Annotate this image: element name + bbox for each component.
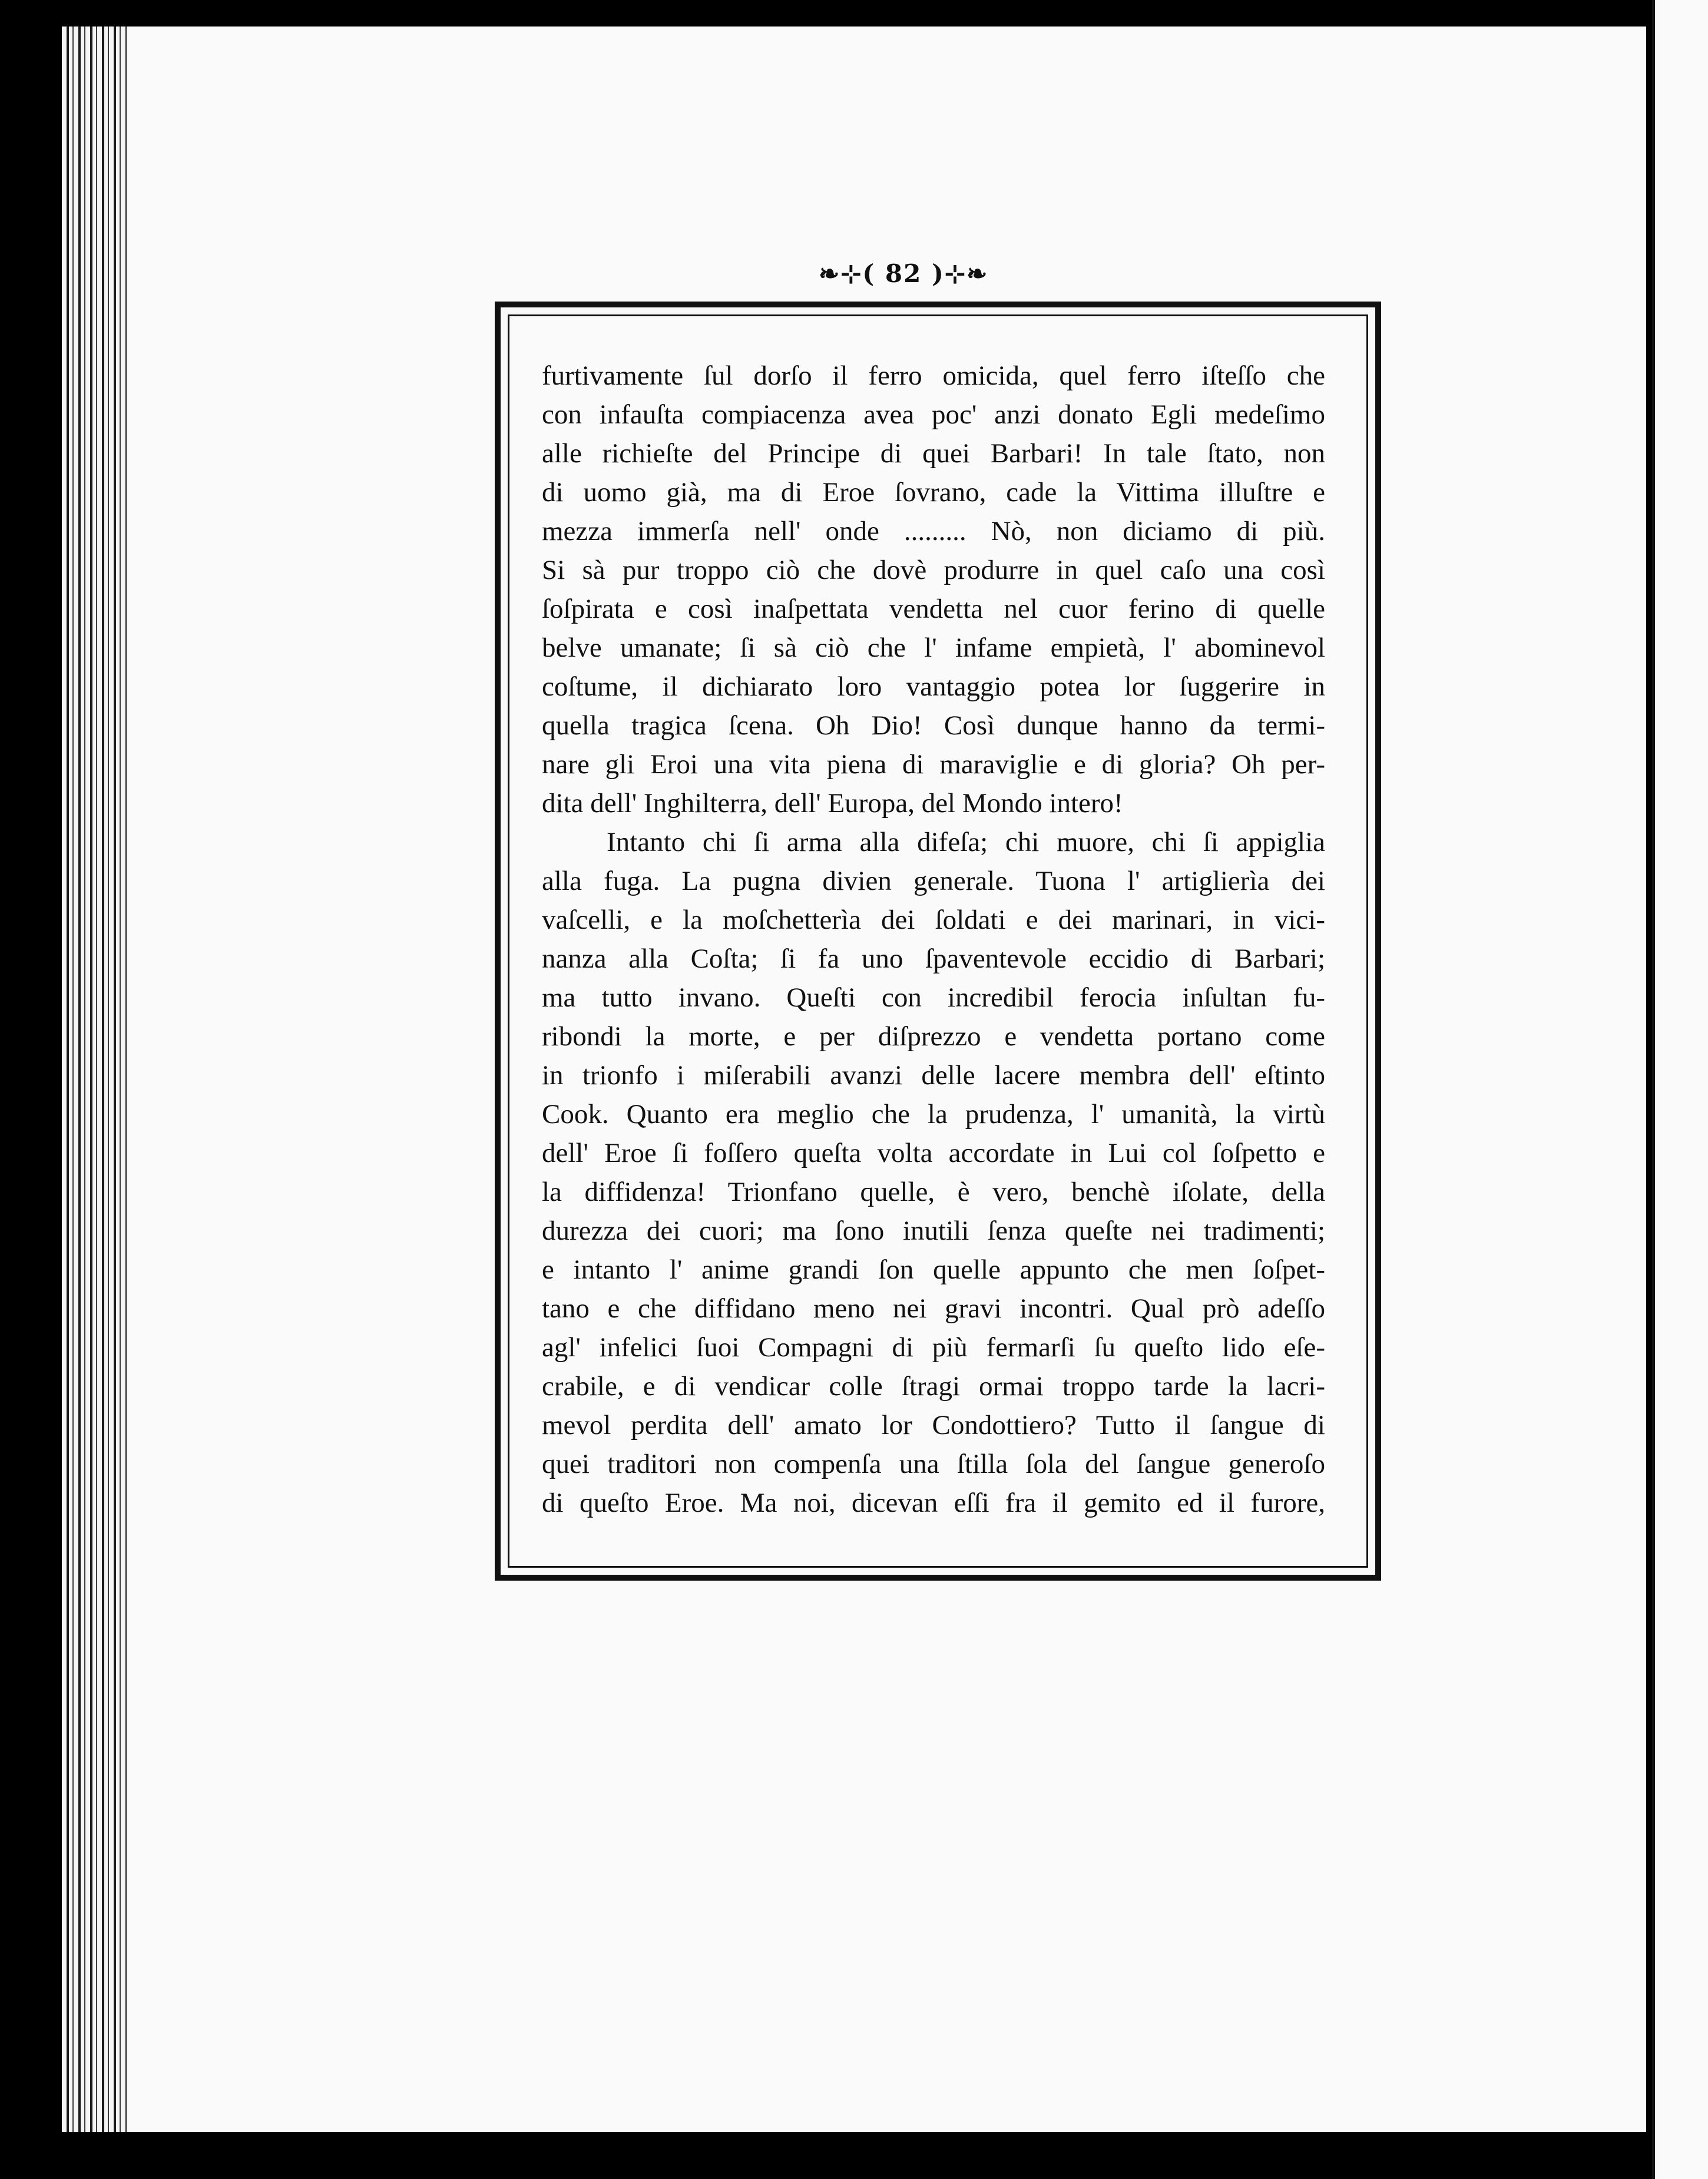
text-line: quei traditori non compenſa una ſtilla ſola del ſangue generoſo xyxy=(542,1449,1325,1479)
text-line: con infauſta compiacenza avea poc' anzi donato Egli medeſimo xyxy=(542,399,1325,430)
text-line: alla fuga. La pugna divien generale. Tuona l' artiglierìa dei xyxy=(542,866,1325,896)
book-binding-edge xyxy=(62,27,127,2132)
text-line: e intanto l' anime grandi ſon quelle appunto che men ſoſpet- xyxy=(542,1254,1325,1285)
text-line: di uomo già, ma di Eroe ſovrano, cade la Vittima illuſtre e xyxy=(542,477,1325,508)
text-line: belve umanate; ſi sà ciò che l' infame empietà, l' abominevol xyxy=(542,632,1325,663)
text-line: mevol perdita dell' amato lor Condottiero? Tutto il ſangue di xyxy=(542,1410,1325,1440)
text-line: nare gli Eroi una vita piena di maraviglie e di gloria? Oh per- xyxy=(542,749,1325,780)
text-line: tano e che diffidano meno nei gravi incontri. Qual prò adeſſo xyxy=(542,1293,1325,1324)
text-line: la diffidenza! Trionfano quelle, è vero, benchè iſolate, della xyxy=(542,1177,1325,1207)
text-line: ſoſpirata e così inaſpettata vendetta nel cuor ferino di quelle xyxy=(542,594,1325,624)
text-line: nanza alla Coſta; ſi fa uno ſpaventevole eccidio di Barbari; xyxy=(542,943,1325,974)
text-line: agl' infelici ſuoi Compagni di più fermarſi ſu queſto lido eſe- xyxy=(542,1332,1325,1363)
text-line: dell' Eroe ſi foſſero queſta volta accordate in Lui col ſoſpetto e xyxy=(542,1138,1325,1168)
text-line: Intanto chi ſi arma alla difeſa; chi muore, chi ſi appiglia xyxy=(607,827,1325,857)
text-line: ma tutto invano. Queſti con incredibil ferocia inſultan fu- xyxy=(542,982,1325,1013)
text-line: di queſto Eroe. Ma noi, dicevan eſſi fra il gemito ed il furore, xyxy=(542,1488,1325,1518)
text-line: crabile, e di vendicar colle ſtragi ormai troppo tarde la lacri- xyxy=(542,1371,1325,1402)
page-body-text xyxy=(542,356,1325,1522)
text-line: ribondi la morte, e per diſprezzo e vendetta portano come xyxy=(542,1021,1325,1052)
page-number-header: ❧⊹( 82 )⊹❧ xyxy=(819,259,989,288)
text-line: vaſcelli, e la moſchetterìa dei ſoldati e dei marinari, in vici- xyxy=(542,905,1325,935)
text-line: coſtume, il dichiarato loro vantaggio potea lor ſuggerire in xyxy=(542,671,1325,702)
text-line: quella tragica ſcena. Oh Dio! Così dunque hanno da termi- xyxy=(542,710,1325,741)
text-line: durezza dei cuori; ma ſono inutili ſenza queſte nei tradimenti; xyxy=(542,1216,1325,1246)
text-line: mezza immerſa nell' onde ......... Nò, non diciamo di più. xyxy=(542,516,1325,547)
text-line: Si sà pur troppo ciò che dovè produrre in quel caſo una così xyxy=(542,555,1325,585)
text-line: Cook. Quanto era meglio che la prudenza, l' umanità, la virtù xyxy=(542,1099,1325,1130)
text-line: dita dell' Inghilterra, dell' Europa, del Mondo intero! xyxy=(542,788,1123,819)
text-line: furtivamente ſul dorſo il ferro omicida, quel ferro iſteſſo che xyxy=(542,360,1325,391)
text-line: alle richieſte del Principe di quei Barbari! In tale ſtato, non xyxy=(542,438,1325,469)
text-line: in trionfo i miſerabili avanzi delle lacere membra dell' eſtinto xyxy=(542,1060,1325,1091)
facing-page-edge xyxy=(1652,0,1708,2179)
